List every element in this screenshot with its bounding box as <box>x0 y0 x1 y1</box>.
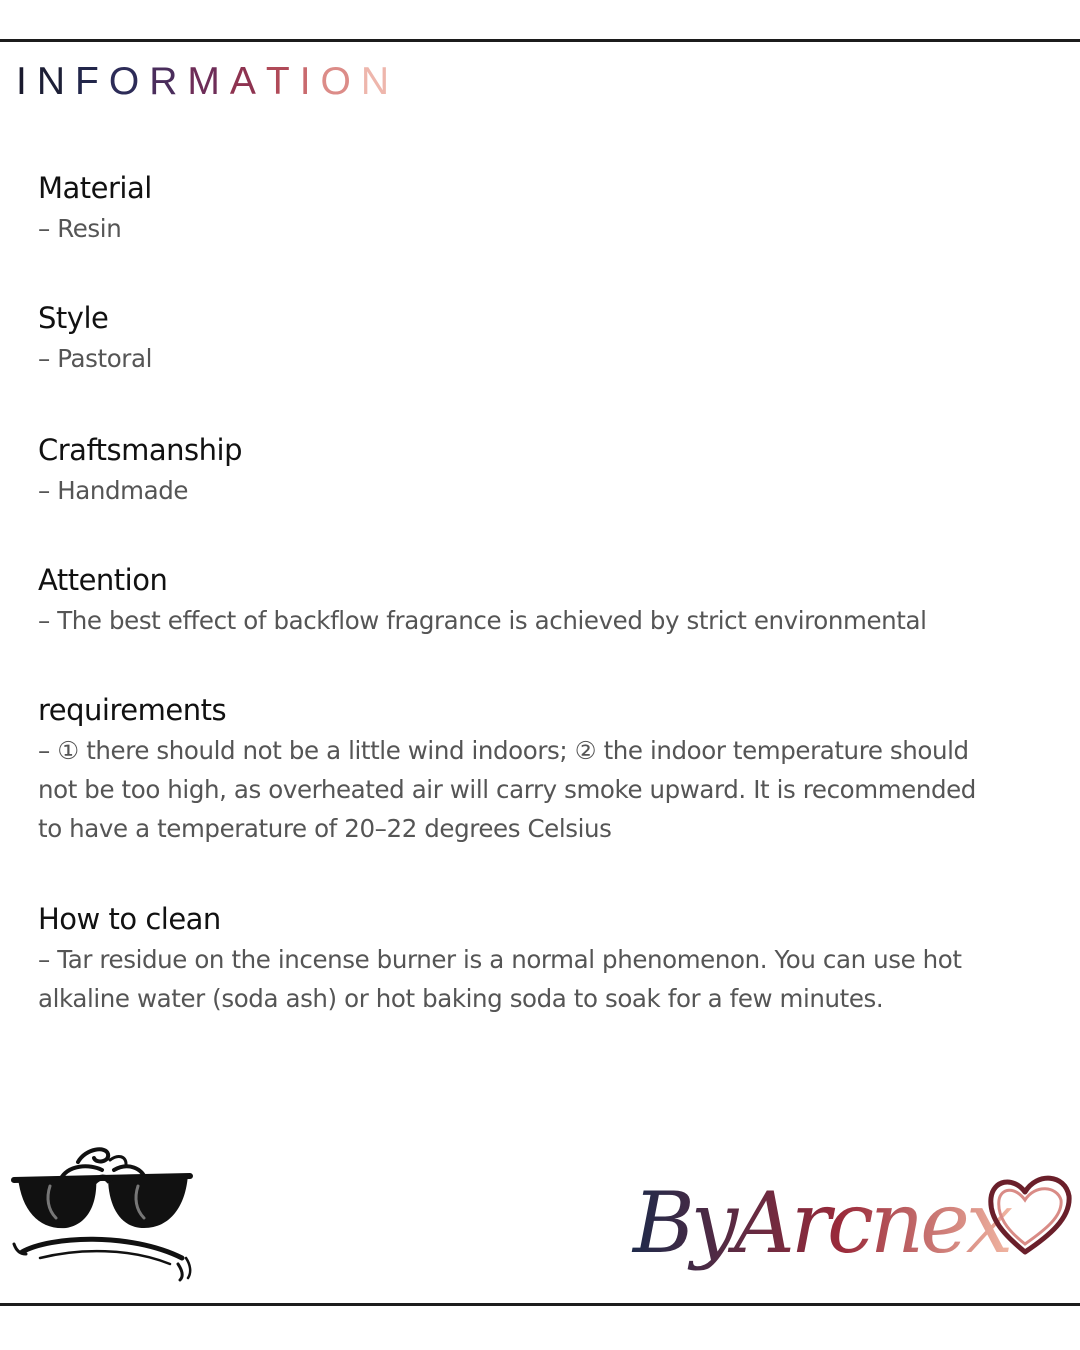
title-letter: O <box>320 60 361 103</box>
section-heading: Style <box>38 301 109 335</box>
title-letter: M <box>187 60 230 103</box>
signature-text: ByArcnex <box>633 1174 1010 1272</box>
section-heading: Material <box>38 171 152 205</box>
section-heading: Attention <box>38 563 168 597</box>
signature-logo <box>625 1160 1080 1295</box>
info-section <box>38 692 1038 848</box>
info-section <box>38 562 1038 640</box>
section-body <box>38 601 1038 640</box>
section-line: – Tar residue on the incense burner is a normal phenomenon. You can use hot <box>38 945 962 974</box>
title-letter: O <box>108 60 150 103</box>
sunglasses-face-icon <box>10 1140 195 1285</box>
title-letter: A <box>229 60 266 103</box>
section-heading: How to clean <box>38 902 221 936</box>
info-section <box>38 300 1038 378</box>
title-letter: T <box>265 60 300 103</box>
title-letter: I <box>16 60 37 103</box>
section-body <box>38 339 1038 378</box>
section-line: – Pastoral <box>38 344 152 373</box>
title-letter: N <box>36 60 76 103</box>
section-line: – Resin <box>38 214 122 243</box>
section-body <box>38 731 1038 848</box>
section-line: to have a temperature of 20–22 degrees Celsius <box>38 814 612 843</box>
section-line: alkaline water (soda ash) or hot baking soda to soak for a few minutes. <box>38 984 884 1013</box>
top-divider <box>0 39 1080 42</box>
title-letter: N <box>360 60 400 103</box>
page-title <box>16 58 399 106</box>
section-line: not be too high, as overheated air will carry smoke upward. It is recommended <box>38 775 976 804</box>
section-line: – Handmade <box>38 476 189 505</box>
info-section <box>38 432 1038 510</box>
section-body <box>38 471 1038 510</box>
info-section <box>38 170 1038 248</box>
title-letter: R <box>149 60 188 103</box>
section-line: – ① there should not be a little wind indoors; ② the indoor temperature should <box>38 736 969 765</box>
section-body <box>38 940 1038 1018</box>
section-line: – The best effect of backflow fragrance is achieved by strict environmental <box>38 606 927 635</box>
info-section <box>38 901 1038 1018</box>
section-heading: Craftsmanship <box>38 433 242 467</box>
section-heading: requirements <box>38 693 227 727</box>
title-letter: F <box>75 60 109 103</box>
bottom-divider <box>0 1303 1080 1306</box>
section-body <box>38 209 1038 248</box>
title-letter: I <box>299 60 321 103</box>
